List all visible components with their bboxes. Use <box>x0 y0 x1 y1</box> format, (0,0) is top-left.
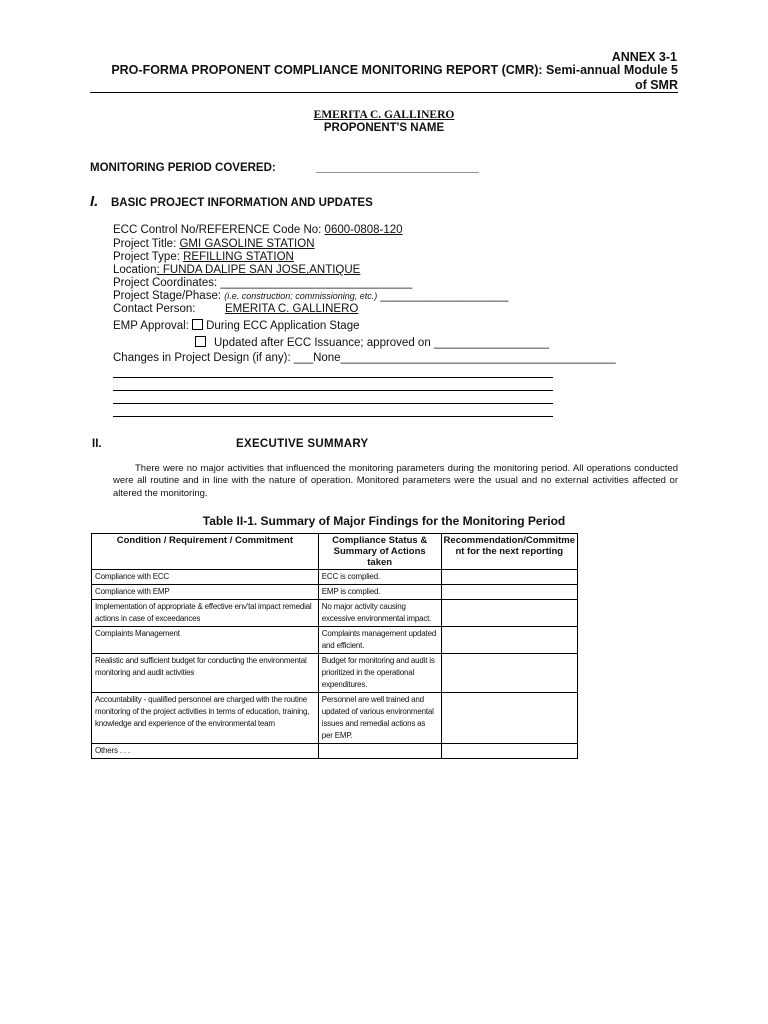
location-row <box>113 264 360 277</box>
section-1-title: BASIC PROJECT INFORMATION AND UPDATES <box>111 197 373 209</box>
executive-summary-text: There were no major activities that influenced the monitoring parameters during the monitoring period. All operations conducted were all routine and in line with the nature of operation. Monitored parameters were the usual and no external activities affected or altered the monitoring. <box>113 463 678 499</box>
project-title-value: GMI GASOLINE STATION <box>179 238 315 250</box>
emp-option2-label: Updated after ECC Issuance; approved on __________________ <box>214 337 550 349</box>
table-row <box>92 693 578 744</box>
location-value: : FUNDA DALIPE SAN JOSE,ANTIQUE <box>156 264 361 276</box>
compliance-cell: No major activity causing excessive environmental impact. <box>318 600 441 627</box>
condition-cell: Implementation of appropriate & effective env'tal impact remedial actions in case of exceedances <box>92 600 319 627</box>
project-stage-label: Project Stage/Phase: <box>113 290 225 302</box>
table-row <box>92 744 578 759</box>
table-row <box>92 654 578 693</box>
contact-person-label: Contact Person: <box>113 303 196 315</box>
emp-approval-row <box>113 319 359 333</box>
location-label: Location <box>113 264 157 276</box>
emp-option2-row <box>195 336 549 350</box>
ecc-code-value: 0600-0808-120 <box>324 224 403 236</box>
table-title: Table II-1. Summary of Major Findings for the Monitoring Period <box>202 514 566 528</box>
header-recommendation: Recommendation/Commitme nt for the next reporting <box>441 534 577 570</box>
changes-row <box>113 352 616 365</box>
changes-value[interactable]: ___None___________________________________________ <box>293 352 616 364</box>
contact-person-value: EMERITA C. GALLINERO <box>225 303 359 315</box>
project-type-label: Project Type: <box>113 251 184 263</box>
recommendation-cell[interactable] <box>441 654 577 693</box>
report-title-line2: of SMR <box>634 78 678 92</box>
project-title-label: Project Title: <box>113 238 180 250</box>
changes-blank-line-2[interactable] <box>113 390 553 391</box>
ecc-code-label: ECC Control No/REFERENCE Code No: <box>113 224 325 236</box>
compliance-cell: ECC is complied. <box>318 570 441 585</box>
changes-blank-line-3[interactable] <box>113 403 553 404</box>
changes-blank-line-1[interactable] <box>113 377 553 378</box>
emp-option2-checkbox[interactable] <box>195 336 206 347</box>
table-row <box>92 600 578 627</box>
coordinates-row <box>113 277 412 290</box>
section-1-number: I. <box>90 193 99 210</box>
compliance-cell: Personnel are well trained and updated of various environmental issues and remedial actions as per EMP. <box>318 693 441 744</box>
recommendation-cell[interactable] <box>441 693 577 744</box>
changes-blank-line-4[interactable] <box>113 416 553 417</box>
coordinates-label: Project Coordinates: <box>113 277 221 289</box>
emp-option1-label: During ECC Application Stage <box>206 320 360 332</box>
project-title-row <box>113 238 315 251</box>
recommendation-cell[interactable] <box>441 627 577 654</box>
compliance-cell <box>318 744 441 759</box>
condition-cell: Others . . . <box>92 744 319 759</box>
condition-cell: Complaints Management <box>92 627 319 654</box>
proponent-label: PROPONENT'S NAME <box>323 122 445 134</box>
condition-cell: Compliance with EMP <box>92 585 319 600</box>
compliance-cell: EMP is complied. <box>318 585 441 600</box>
condition-cell: Accountability - qualified personnel are charged with the routine monitoring of the project activities in terms of education, training, knowledge and experience of the environmental team <box>92 693 319 744</box>
project-type-value: REFILLING STATION <box>183 251 294 263</box>
table-row <box>92 585 578 600</box>
section-2-title: EXECUTIVE SUMMARY <box>236 438 369 450</box>
section-2-number: II. <box>92 438 102 450</box>
annex-label: ANNEX 3-1 <box>611 50 677 64</box>
project-stage-row <box>113 290 508 303</box>
header-condition: Condition / Requirement / Commitment <box>92 534 319 570</box>
project-stage-hint: (i.e. construction; commissioning, etc.) <box>224 291 378 301</box>
project-stage-field[interactable]: ____________________ <box>377 290 509 302</box>
report-title <box>90 63 678 93</box>
changes-label: Changes in Project Design (if any): <box>113 352 294 364</box>
monitoring-period-field[interactable]: ______________________________ <box>316 162 478 174</box>
report-title-line1: PRO-FORMA PROPONENT COMPLIANCE MONITORING REPORT (CMR): Semi-annual Module 5 <box>111 63 678 77</box>
monitoring-period-label: MONITORING PERIOD COVERED: <box>90 162 276 174</box>
compliance-cell: Budget for monitoring and audit is prioritized in the operational expenditures. <box>318 654 441 693</box>
contact-person-row <box>113 303 195 316</box>
ecc-code-row <box>113 224 403 237</box>
coordinates-field[interactable]: ______________________________ <box>220 277 413 289</box>
table-row <box>92 570 578 585</box>
findings-table <box>91 533 578 759</box>
table-header-row <box>92 534 578 570</box>
condition-cell: Realistic and sufficient budget for conducting the environmental monitoring and audit activities <box>92 654 319 693</box>
table-row <box>92 627 578 654</box>
emp-approval-label: EMP Approval: <box>113 320 193 332</box>
contact-person-value-wrap <box>225 303 358 316</box>
condition-cell: Compliance with ECC <box>92 570 319 585</box>
compliance-cell: Complaints management updated and efficient. <box>318 627 441 654</box>
proponent-name: EMERITA C. GALLINERO <box>313 109 455 121</box>
header-divider <box>90 92 678 93</box>
recommendation-cell[interactable] <box>441 570 577 585</box>
recommendation-cell[interactable] <box>441 585 577 600</box>
project-type-row <box>113 251 294 264</box>
recommendation-cell[interactable] <box>441 744 577 759</box>
recommendation-cell[interactable] <box>441 600 577 627</box>
header-compliance: Compliance Status & Summary of Actions taken <box>318 534 441 570</box>
emp-option1-checkbox[interactable] <box>192 319 203 330</box>
